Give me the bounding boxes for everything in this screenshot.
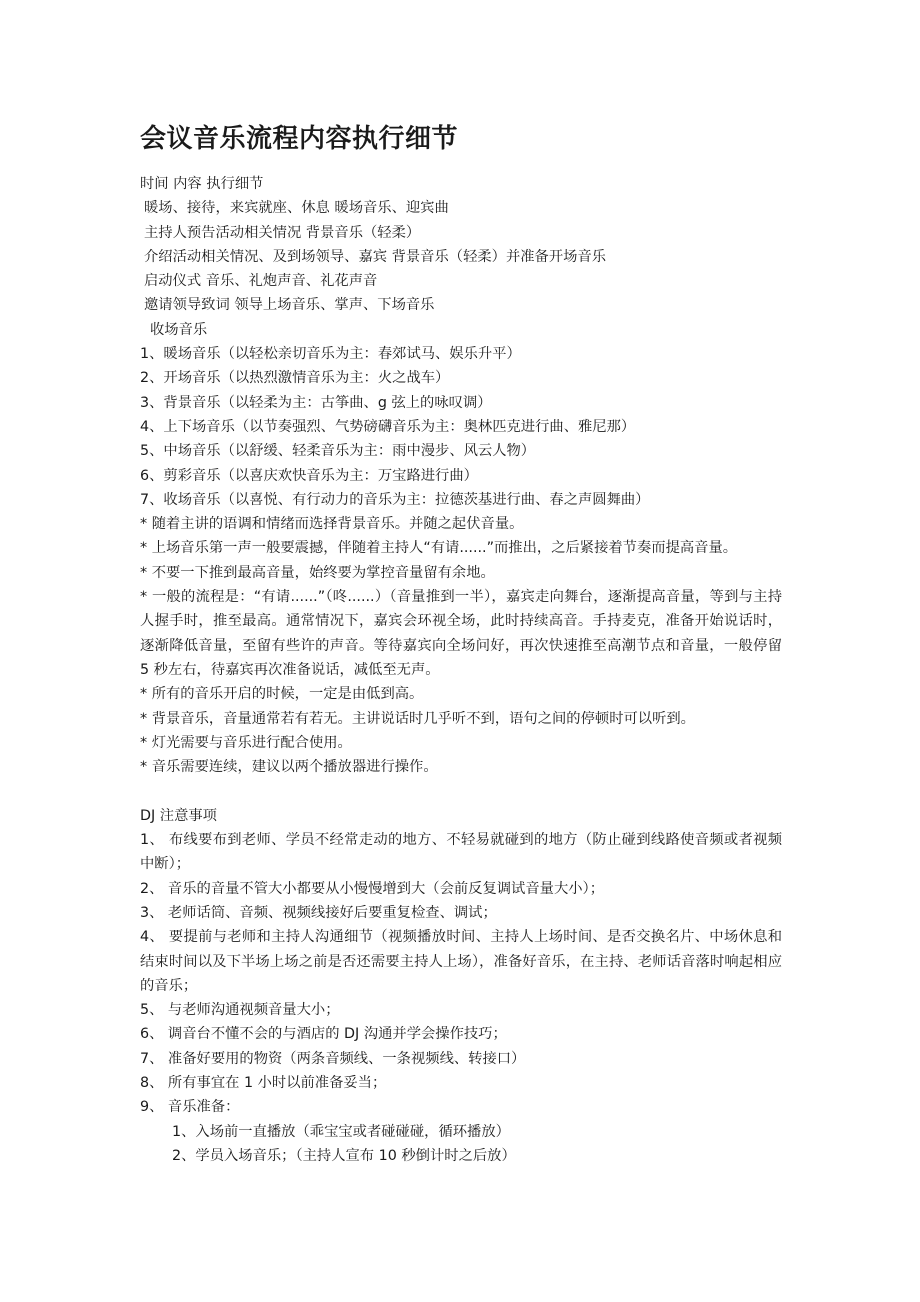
note-item: * 音乐需要连续，建议以两个播放器进行操作。 [140,759,438,776]
schedule-item: 介绍活动相关情况、及到场领导、嘉宾 背景音乐（轻柔）并准备开场音乐 [144,248,607,265]
music-prep-item: 1、入场前一直播放（乖宝宝或者碰碰碰，循环播放） [172,1123,510,1140]
section-spacer [140,779,782,803]
dj-item: 7、 准备好要用的物资（两条音频线、一条视频线、转接口） [140,1050,526,1067]
dj-item: 2、 音乐的音量不管大小都要从小慢慢增到大（会前反复调试音量大小）； [140,880,604,897]
note-item: * 灯光需要与音乐进行配合使用。 [140,734,352,751]
schedule-item: 主持人预告活动相关情况 背景音乐（轻柔） [144,224,421,241]
music-type-item: 7、收场音乐（以喜悦、有行动力的音乐为主：拉德茨基进行曲、春之声圆舞曲） [140,491,650,508]
dj-item: 5、 与老师沟通视频音量大小； [140,1002,340,1019]
table-header-row: 时间 内容 执行细节 [140,176,264,192]
schedule-item: 启动仪式 音乐、礼炮声音、礼花声音 [144,273,378,290]
dj-section-heading: DJ 注意事项 [140,807,217,824]
dj-item: 6、 调音台不懂不会的与酒店的 DJ 沟通并学会操作技巧； [140,1026,507,1043]
music-type-item: 2、开场音乐（以热烈激情音乐为主：火之战车） [140,370,450,387]
page-title: 会议音乐流程内容执行细节 [140,124,459,154]
music-type-item: 4、上下场音乐（以节奏强烈、气势磅礴音乐为主：奥林匹克进行曲、雅尼那） [140,418,636,435]
note-item: * 所有的音乐开启的时候，一定是由低到高。 [140,686,424,703]
dj-item: 4、 要提前与老师和主持人沟通细节（视频播放时间、主持人上场时间、是否交换名片、中场休息和结束时间以及下半场上场之前是否还需要主持人上场），准备好音乐，在主持、老师话音落时响起相应的音乐； [140,929,782,994]
music-type-item: 3、背景音乐（以轻柔为主：古筝曲、g 弦上的咏叹调） [140,394,492,411]
schedule-item: 暖场、接待，来宾就座、休息 暖场音乐、迎宾曲 [144,200,449,217]
document-body [140,172,782,1168]
music-type-item: 6、剪彩音乐（以喜庆欢快音乐为主：万宝路进行曲） [140,467,478,484]
schedule-item: 收场音乐 [150,321,208,338]
note-item: * 一般的流程是：“有请......”（咚......）（音量推到一半），嘉宾走向舞台，逐渐提高音量，等到与主持人握手时，推至最高。通常情况下，嘉宾会环视全场，此时持续高音。手持麦克，准备开始说话时，逐渐降低音量，至留有些许的声音。等待嘉宾向全场问好，再次快速推至高潮节点和音量，一般停留 5 秒左右，待嘉宾再次准备说话，减低至无声。 [140,589,782,678]
music-prep-item: 2、学员入场音乐；（主持人宣布 10 秒倒计时之后放） [172,1147,516,1164]
note-item: * 上场音乐第一声一般要震撼，伴随着主持人“有请......”而推出，之后紧接着节奏而提高音量。 [140,540,738,557]
dj-item: 3、 老师话筒、音频、视频线接好后要重复检查、调试； [140,904,497,921]
note-item: * 背景音乐，音量通常若有若无。主讲说话时几乎听不到，语句之间的停顿时可以听到。 [140,710,695,727]
schedule-item: 邀请领导致词 领导上场音乐、掌声、下场音乐 [144,297,435,314]
note-item: * 不要一下推到最高音量，始终要为掌控音量留有余地。 [140,564,495,581]
note-item: * 随着主讲的语调和情绪而选择背景音乐。并随之起伏音量。 [140,516,524,533]
dj-item: 1、 布线要布到老师、学员不经常走动的地方、不轻易就碰到的地方（防止碰到线路使音频或者视频中断）； [140,832,782,873]
dj-item: 8、 所有事宜在 1 小时以前准备妥当； [140,1074,387,1091]
music-type-item: 5、中场音乐（以舒缓、轻柔音乐为主：雨中漫步、风云人物） [140,443,536,460]
music-type-item: 1、暖场音乐（以轻松亲切音乐为主：春郊试马、娱乐升平） [140,346,521,363]
dj-item: 9、 音乐准备： [140,1099,240,1116]
